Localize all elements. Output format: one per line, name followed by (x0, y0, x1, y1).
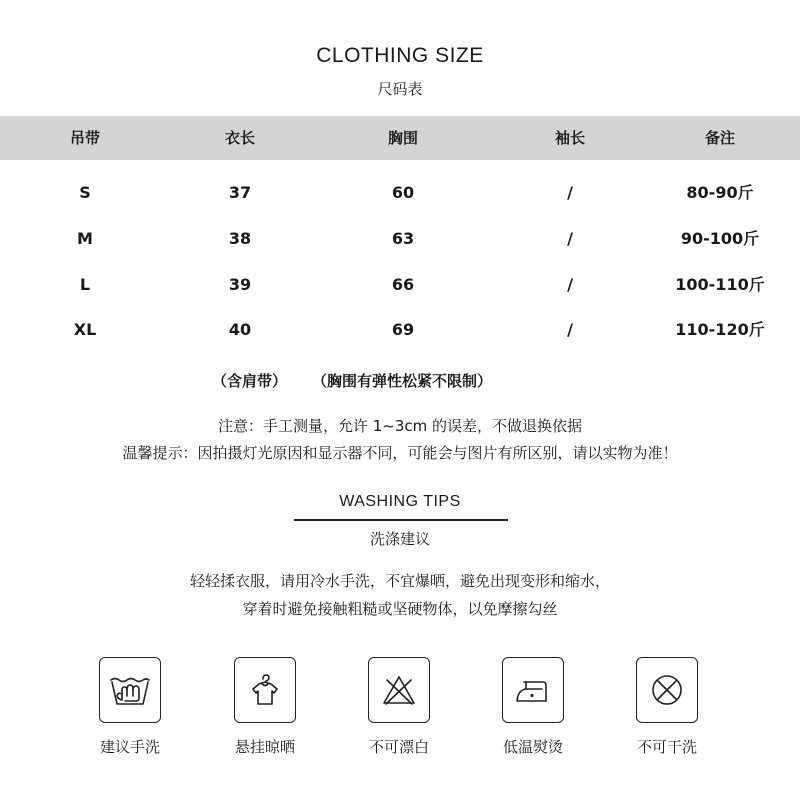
washing-advice-line: 轻轻揉衣服，请用冷水手洗，不宜爆晒，避免出现变形和缩水， (189, 572, 610, 590)
table-row (0, 224, 800, 254)
no-dry-clean-icon (636, 657, 698, 723)
sleeve-cell: / (567, 183, 573, 202)
display-tip: 温馨提示：因拍摄灯光原因和显示器不同，可能会与图片有所区别，请以实物为准！ (122, 444, 678, 462)
size-cell: L (79, 275, 91, 294)
hang-dry-icon (234, 657, 296, 723)
length-cell: 37 (228, 183, 252, 202)
remark-cell: 80-90斤 (686, 183, 754, 202)
sleeve-cell: / (567, 320, 573, 339)
length-cell: 40 (228, 320, 252, 339)
washing-divider (294, 519, 508, 521)
bust-footnote: （胸围有弹性松紧不限制） (312, 372, 493, 390)
table-row (0, 270, 800, 300)
size-cell: S (79, 183, 91, 202)
no-bleach-label: 不可漂白 (368, 738, 429, 756)
size-table-header (0, 116, 800, 160)
sleeve-cell: / (567, 275, 573, 294)
remark-cell: 90-100斤 (680, 229, 760, 248)
header-remark: 备注 (704, 129, 735, 147)
strap-footnote: （含肩带） (212, 372, 288, 390)
sleeve-cell: / (567, 229, 573, 248)
no-bleach-icon (368, 657, 430, 723)
washing-advice-line: 穿着时避免接触粗糙或坚硬物体，以免摩擦勾丝 (242, 600, 558, 618)
header-sleeve: 袖长 (554, 129, 585, 147)
hand-wash-label: 建议手洗 (99, 738, 160, 756)
bust-cell: 60 (391, 183, 415, 202)
header-strap: 吊带 (69, 129, 100, 147)
hand-wash-icon (99, 657, 161, 723)
size-cell: XL (73, 320, 97, 339)
measurement-note: 注意：手工测量，允许 1~3cm 的误差，不做退换依据 (217, 417, 583, 435)
table-row (0, 178, 800, 208)
washing-subtitle: 洗涤建议 (369, 530, 430, 548)
no-dry-clean-label: 不可干洗 (636, 738, 697, 756)
low-iron-icon (502, 657, 564, 723)
size-cell: M (77, 229, 93, 248)
page-subtitle: 尺码表 (377, 80, 423, 98)
low-iron-label: 低温熨烫 (502, 738, 563, 756)
table-row (0, 315, 800, 345)
length-cell: 39 (228, 275, 252, 294)
remark-cell: 110-120斤 (675, 320, 765, 339)
bust-cell: 69 (391, 320, 415, 339)
bust-cell: 63 (391, 229, 415, 248)
remark-cell: 100-110斤 (675, 275, 765, 294)
bust-cell: 66 (391, 275, 415, 294)
washing-title: WASHING TIPS (339, 493, 461, 510)
header-length: 衣长 (224, 129, 255, 147)
page-title: CLOTHING SIZE (316, 44, 484, 67)
length-cell: 38 (228, 229, 252, 248)
header-bust: 胸围 (387, 129, 418, 147)
hang-dry-label: 悬挂晾晒 (234, 738, 295, 756)
